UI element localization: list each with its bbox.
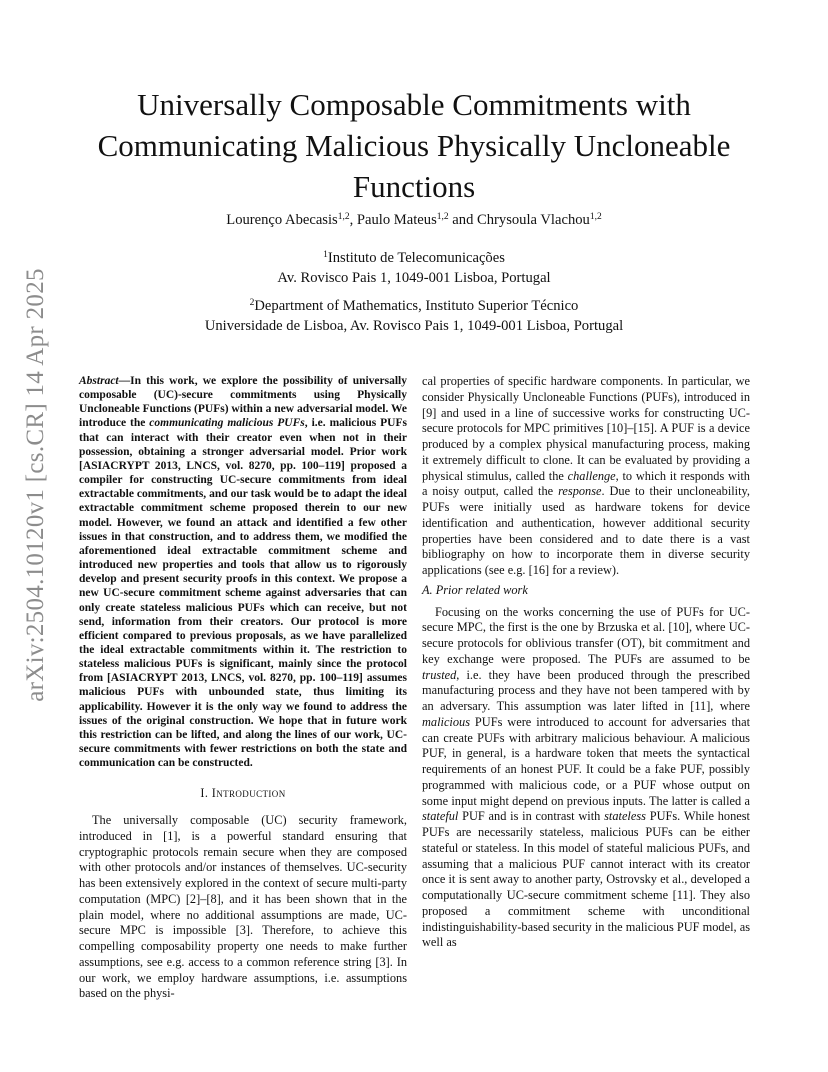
author-name: Lourenço Abecasis xyxy=(226,212,338,228)
right-column xyxy=(422,374,750,951)
intro-paragraph-continued xyxy=(422,374,750,579)
affiliation-line: Department of Mathematics, Instituto Superior Técnico xyxy=(254,298,579,314)
author-name: Paulo Mateus xyxy=(356,212,437,228)
author-affiliation-mark: 1,2 xyxy=(436,212,449,222)
abstract-label: Abstract xyxy=(79,375,119,387)
abstract-text: , i.e. malicious PUFs that can interact with their creator even when not in their possession, obtaining a stronger adversarial model. Prior work [ASIACRYPT 2013, LNCS, vol. 8270, pp. 100–119] proposed a compiler for constructing UC-secure commitments from ideal extractable commitments, and our task would be to adapt the ideal extractable commitment scheme proposed therein to our new model. However, we found an attack and identified a few other issues in that construction, and to address them, we modified the aforementioned ideal extractable commitment scheme and introduced new properties and tools that allow us to rigorously develop and present security proofs in this context. We propose a new UC-secure commitment scheme against adversaries that can only create stateless malicious PUFs which can receive, but not send, information from their creators. Our protocol is more efficient compared to previous proposals, as we have parallelized the ideal extractable commitments within it. The restriction to stateless malicious PUFs is significant, mainly since the protocol from [ASIACRYPT 2013, LNCS, vol. 8270, pp. 100–119] assumes malicious PUFs with unbounded state, thus limiting its applicability. However it is the only way we found to address the issues of the original construction. We hope that in future work this restriction can be lifted, and along the lines of our work, UC-secure commitments with fewer restrictions on both the state and communication can be constructed. xyxy=(79,417,407,770)
affiliation-1 xyxy=(70,248,758,288)
author-affiliation-mark: 1,2 xyxy=(337,212,350,222)
author-name: Chrysoula Vlachou xyxy=(477,212,590,228)
author-affiliation-mark: 1,2 xyxy=(589,212,602,222)
text-run: , i.e. they have been produced through the prescribed manufacturing process and they have not been tampered with by an adversary. This assumption was later lifted in [11], where xyxy=(422,667,750,713)
section-heading-introduction xyxy=(79,786,407,802)
author-list xyxy=(70,212,758,229)
author-separator: , xyxy=(349,212,357,228)
emphasis: trusted xyxy=(422,667,457,682)
text-run: PUF and is in contrast with xyxy=(458,809,605,824)
title-line: Functions xyxy=(352,169,476,204)
arxiv-identifier-sidebar xyxy=(8,250,64,720)
subsection-heading-prior-work: A. Prior related work xyxy=(422,582,528,597)
affiliation-name xyxy=(70,296,758,316)
text-run: . Due to their uncloneability, PUFs were initially used as hardware tokens for device identification and authentication, however additional security properties have been considered and to date there is a vast bibliography on how to incorporate them in diverse security applications (see e.g. [16] for a review). xyxy=(422,484,750,577)
title-line: Universally Composable Commitments with xyxy=(137,87,691,122)
text-run: PUFs. While honest PUFs are necessarily stateless, malicious PUFs can be either stateful or stateless. In this model of stateful malicious PUFs, and assuming that a malicious PUF cannot interact with its creator once it is sent away to another party, Ostrovsky et al., developed a computationally UC-secure commitment scheme [11]. They also proposed a commitment scheme with unconditional indistinguishability-based security in the malicious PUF model, as well as xyxy=(422,809,750,950)
arxiv-identifier: arXiv:2504.10120v1 [cs.CR] 14 Apr 2025 xyxy=(22,268,49,702)
affiliation-mark: 1 xyxy=(323,250,328,260)
affiliation-2 xyxy=(70,296,758,336)
text-run: , to which it responds with a noisy output, called the xyxy=(422,468,750,499)
left-column xyxy=(79,374,407,1002)
emphasis: stateless xyxy=(604,809,646,824)
text-run: PUFs were introduced to account for adversaries that can create PUFs with arbitrary malicious behaviour. A malicious PUF, in general, is a hardware token that meets the syntactical requirements of an honest PUF. It could be a fake PUF, possibly programmed with malicious code, or a PUF whose output on some input might depend on previous inputs. The latter is called a xyxy=(422,714,750,808)
text-run: cal properties of specific hardware components. In particular, we consider Physically Uncloneable Functions (PUFs), introduced in [9] and used in a line of successive works for constructing UC-secure protocols for MPC primitives [10]–[15]. A PUF is a device produced by a complex physical manufacturing process, making it extremely difficult to clone. It can be evaluated by providing a physical stimulus, called the xyxy=(422,374,750,483)
emphasis: response xyxy=(558,484,602,499)
paper-title xyxy=(70,84,758,207)
affiliation-mark: 2 xyxy=(249,298,255,308)
section-number: I. xyxy=(200,786,212,801)
emphasis: stateful xyxy=(422,809,459,824)
affiliation-name xyxy=(70,248,758,268)
affiliation-line: Instituto de Telecomunicações xyxy=(327,250,505,266)
emphasis: malicious xyxy=(422,714,471,729)
abstract-text: —In this work, we explore the possibility of universally composable (UC)-secure commitments using Physically Uncloneable Functions (PUFs) within a new adversarial model. We introduce the xyxy=(79,375,407,430)
title-line: Communicating Malicious Physically Uncloneable xyxy=(97,128,731,163)
affiliation-address: Av. Rovisco Pais 1, 1049-001 Lisboa, Portugal xyxy=(277,270,551,286)
text-run: Focusing on the works concerning the use of PUFs for UC-secure MPC, the first is the one by Brzuska et al. [10], where UC-secure protocols for oblivious transfer (OT), bit commitment and key exchange were proposed. The PUFs are assumed to be xyxy=(422,604,750,666)
section-title: Introduction xyxy=(211,786,286,801)
affiliation-address: Universidade de Lisboa, Av. Rovisco Pais 1, 1049-001 Lisboa, Portugal xyxy=(204,318,624,334)
abstract-emphasis: communicating malicious PUFs xyxy=(149,417,305,430)
author-separator: and xyxy=(448,212,478,228)
abstract xyxy=(79,374,407,770)
intro-paragraph: The universally composable (UC) security framework, introduced in [1], is a powerful standard ensuring that cryptographic protocols remain secure when they are composed with other protocols and/or instances of themselves. UC-security has been extensively explored in the context of secure multi-party computation (MPC) [2]–[8], and it has been shown that in the plain model, where no additional assumptions are made, UC-secure MPC is impossible [3]. Therefore, to achieve this compelling composability property one needs to make further assumptions, see e.g. access to a common reference string [3]. In our work, we employ hardware assumptions, i.e. assumptions based on the physi- xyxy=(79,813,407,1001)
emphasis: challenge xyxy=(567,468,616,483)
prior-work-paragraph xyxy=(422,605,750,952)
